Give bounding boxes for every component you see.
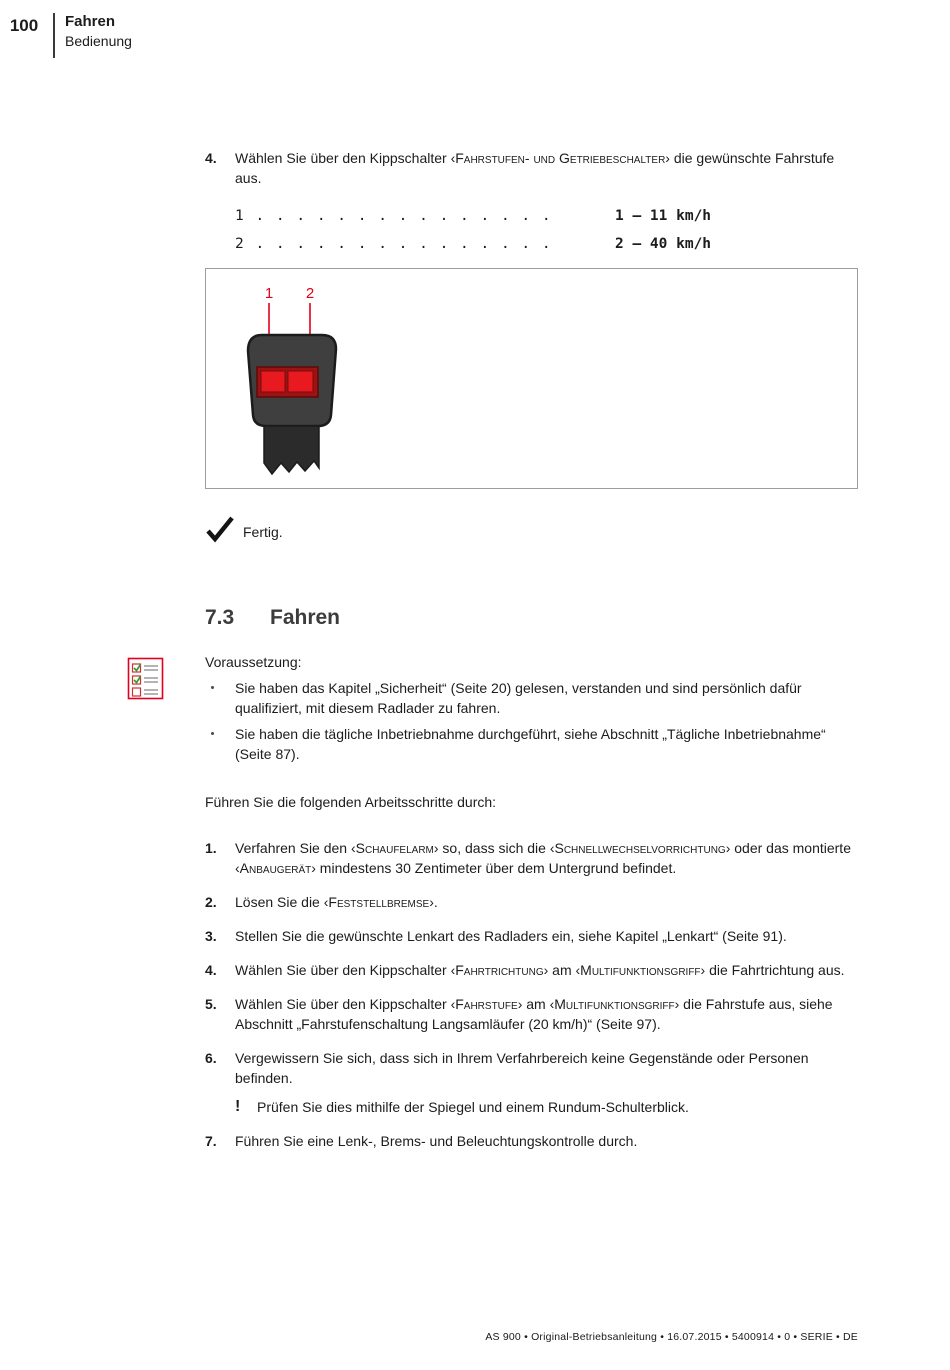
step-number: 3.	[205, 928, 217, 944]
procedure-steps	[205, 838, 860, 1151]
step-item	[205, 1048, 860, 1117]
header-divider	[53, 13, 55, 58]
checklist-icon	[127, 657, 167, 706]
step-text: Lösen Sie die ‹Feststellbremse›.	[235, 894, 438, 910]
gear-row	[235, 230, 860, 258]
chapter-title: Fahren	[65, 13, 116, 30]
step-number: 1.	[205, 840, 217, 856]
figure-callout-label: 1	[264, 285, 274, 302]
step-number: 5.	[205, 996, 217, 1012]
step-text-main: Vergewissern Sie sich, dass sich in Ihrem Verfahrbereich keine Gegenstände oder Personen befinden.	[235, 1050, 809, 1086]
chapter-subtitle: Bedienung	[65, 33, 132, 49]
warning-text: Prüfen Sie dies mithilfe der Spiegel und einem Rundum-Schulterblick.	[257, 1099, 689, 1115]
figure-callout-label: 2	[305, 285, 315, 302]
step-number: 4.	[205, 150, 217, 166]
step-text: Führen Sie eine Lenk-, Brems- und Beleuchtungskontrolle durch.	[235, 1133, 638, 1149]
step-item	[205, 994, 860, 1034]
step-text: Wählen Sie über den Kippschalter ‹Fahrstufen- und Getriebeschalter› die gewünschte Fahrstufe aus.	[235, 150, 835, 186]
page-header	[0, 0, 950, 70]
step-number: 4.	[205, 962, 217, 978]
step-item	[205, 148, 860, 188]
checkmark-icon	[205, 515, 237, 548]
step-item	[205, 926, 860, 946]
footer-line: AS 900 • Original-Betriebsanleitung • 16.07.2015 • 5400914 • 0 • SERIE • DE	[485, 1331, 858, 1343]
step-item	[205, 1131, 860, 1151]
section-title: Fahren	[270, 606, 341, 629]
section-number: 7.3	[205, 606, 235, 629]
step-text: Stellen Sie die gewünschte Lenkart des Radladers ein, siehe Kapitel „Lenkart“ (Seite 91).	[235, 928, 787, 944]
warning-mark: !	[235, 1098, 241, 1115]
gear-label: 1 . . . . . . . . . . . . . . .	[235, 208, 553, 224]
list-item	[205, 724, 860, 764]
figure-box	[205, 268, 858, 489]
step-item	[205, 892, 860, 912]
step-number: 6.	[205, 1050, 217, 1066]
section-heading	[205, 606, 860, 630]
step-item	[205, 960, 860, 980]
step-text: Wählen Sie über den Kippschalter ‹Fahrtrichtung› am ‹Multifunktionsgriff› die Fahrtrichtung aus.	[235, 962, 845, 978]
step-text	[235, 1048, 860, 1117]
main-content	[205, 148, 860, 1165]
bullet-text: Sie haben die tägliche Inbetriebnahme durchgeführt, siehe Abschnitt „Tägliche Inbetriebnahme“ (Seite 87).	[235, 726, 826, 762]
done-label: Fertig.	[243, 523, 283, 540]
rocker-switch-illustration	[226, 275, 396, 485]
step-item	[205, 838, 860, 878]
warning-note	[235, 1097, 860, 1117]
step-text: Wählen Sie über den Kippschalter ‹Fahrstufe› am ‹Multifunktionsgriff› die Fahrstufe aus, siehe Abschnitt „Fahrstufenschaltung Langsamläufer (20 km/h)“ (Seite 97).	[235, 996, 833, 1032]
gear-speed-list	[205, 202, 860, 258]
done-row	[205, 515, 860, 548]
page-number: 100	[9, 16, 39, 35]
bullet-dot	[205, 678, 235, 718]
gear-value: 1 – 11 km/h	[615, 208, 712, 224]
procedure-intro: Führen Sie die folgenden Arbeitsschritte durch:	[205, 794, 497, 810]
gear-row	[235, 202, 860, 230]
bullet-text: Sie haben das Kapitel „Sicherheit“ (Seite 20) gelesen, verstanden und sind persönlich dafür qualifiziert, mit diesem Radlader zu fahren.	[235, 680, 802, 716]
step-number: 2.	[205, 894, 217, 910]
prerequisite-heading: Voraussetzung:	[205, 654, 302, 670]
gear-label: 2 . . . . . . . . . . . . . . .	[235, 236, 553, 252]
gear-value: 2 – 40 km/h	[615, 236, 712, 252]
list-item	[205, 678, 860, 718]
bullet-dot	[205, 724, 235, 764]
step-number: 7.	[205, 1133, 217, 1149]
step-text: Verfahren Sie den ‹Schaufelarm› so, dass sich die ‹Schnellwechselvorrichtung› oder das montierte ‹Anbaugerät› mindestens 30 Zentimeter über dem Untergrund befindet.	[235, 840, 851, 876]
